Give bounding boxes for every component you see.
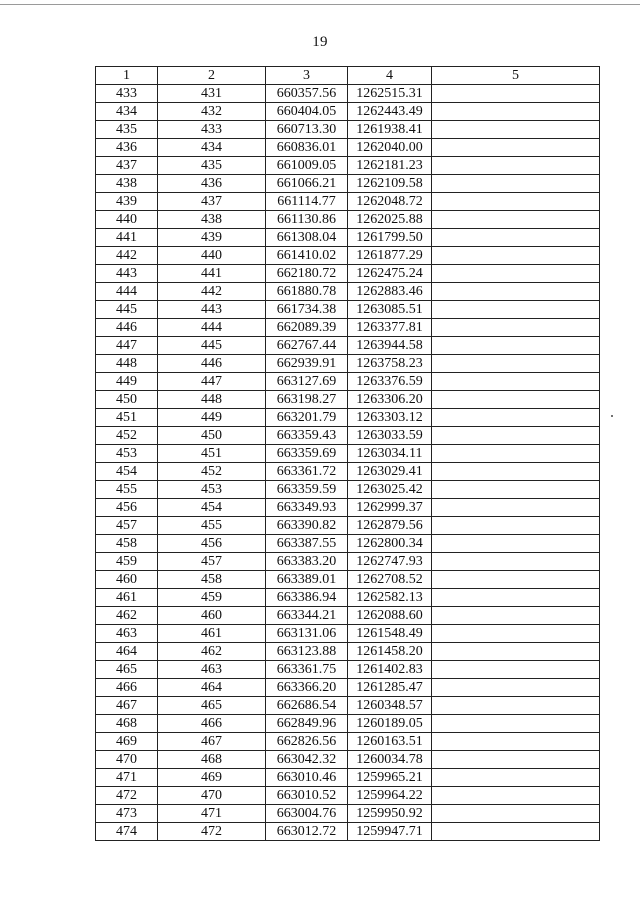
point-number-cell: 433 [96,85,158,103]
point-number-cell: 457 [96,517,158,535]
point-number-cell: 434 [96,103,158,121]
reference-number-cell: 456 [158,535,266,553]
point-number-cell: 441 [96,229,158,247]
table-header-row [96,67,600,85]
reference-number-cell: 439 [158,229,266,247]
x-coordinate-cell: 663383.20 [266,553,348,571]
point-number-cell: 474 [96,823,158,841]
point-number-cell: 470 [96,751,158,769]
x-coordinate-cell: 663012.72 [266,823,348,841]
table-row [96,409,600,427]
x-coordinate-cell: 663390.82 [266,517,348,535]
note-cell [432,769,600,787]
x-coordinate-cell: 663010.52 [266,787,348,805]
point-number-cell: 449 [96,373,158,391]
point-number-cell: 459 [96,553,158,571]
point-number-cell: 461 [96,589,158,607]
note-cell [432,589,600,607]
note-cell [432,319,600,337]
coordinates-table [95,66,600,841]
point-number-cell: 455 [96,481,158,499]
reference-number-cell: 463 [158,661,266,679]
column-header: 2 [158,67,266,85]
reference-number-cell: 455 [158,517,266,535]
y-coordinate-cell: 1262040.00 [348,139,432,157]
y-coordinate-cell: 1262025.88 [348,211,432,229]
reference-number-cell: 460 [158,607,266,625]
reference-number-cell: 441 [158,265,266,283]
point-number-cell: 454 [96,463,158,481]
column-header: 3 [266,67,348,85]
x-coordinate-cell: 661009.05 [266,157,348,175]
y-coordinate-cell: 1261799.50 [348,229,432,247]
x-coordinate-cell: 663042.32 [266,751,348,769]
table-row [96,589,600,607]
reference-number-cell: 451 [158,445,266,463]
x-coordinate-cell: 663131.06 [266,625,348,643]
table-row [96,571,600,589]
y-coordinate-cell: 1263033.59 [348,427,432,445]
point-number-cell: 462 [96,607,158,625]
reference-number-cell: 457 [158,553,266,571]
reference-number-cell: 449 [158,409,266,427]
point-number-cell: 451 [96,409,158,427]
margin-dot [611,415,613,417]
y-coordinate-cell: 1262879.56 [348,517,432,535]
table-row [96,283,600,301]
x-coordinate-cell: 663198.27 [266,391,348,409]
reference-number-cell: 446 [158,355,266,373]
reference-number-cell: 431 [158,85,266,103]
point-number-cell: 463 [96,625,158,643]
table-row [96,355,600,373]
reference-number-cell: 440 [158,247,266,265]
reference-number-cell: 453 [158,481,266,499]
x-coordinate-cell: 663010.46 [266,769,348,787]
note-cell [432,301,600,319]
point-number-cell: 437 [96,157,158,175]
table-row [96,427,600,445]
note-cell [432,373,600,391]
note-cell [432,175,600,193]
reference-number-cell: 466 [158,715,266,733]
x-coordinate-cell: 660404.05 [266,103,348,121]
note-cell [432,715,600,733]
point-number-cell: 447 [96,337,158,355]
table-row [96,85,600,103]
y-coordinate-cell: 1263303.12 [348,409,432,427]
y-coordinate-cell: 1263025.42 [348,481,432,499]
x-coordinate-cell: 661114.77 [266,193,348,211]
note-cell [432,121,600,139]
note-cell [432,805,600,823]
table-row [96,319,600,337]
y-coordinate-cell: 1262747.93 [348,553,432,571]
x-coordinate-cell: 660713.30 [266,121,348,139]
y-coordinate-cell: 1262048.72 [348,193,432,211]
table-row [96,733,600,751]
point-number-cell: 438 [96,175,158,193]
y-coordinate-cell: 1263034.11 [348,445,432,463]
table-row [96,463,600,481]
reference-number-cell: 447 [158,373,266,391]
table-row [96,175,600,193]
reference-number-cell: 465 [158,697,266,715]
point-number-cell: 464 [96,643,158,661]
x-coordinate-cell: 663389.01 [266,571,348,589]
table-row [96,769,600,787]
note-cell [432,247,600,265]
y-coordinate-cell: 1262999.37 [348,499,432,517]
reference-number-cell: 458 [158,571,266,589]
point-number-cell: 471 [96,769,158,787]
column-header: 4 [348,67,432,85]
x-coordinate-cell: 663201.79 [266,409,348,427]
x-coordinate-cell: 663361.72 [266,463,348,481]
table-row [96,643,600,661]
table-row [96,373,600,391]
table-row [96,337,600,355]
y-coordinate-cell: 1263944.58 [348,337,432,355]
table-row [96,211,600,229]
y-coordinate-cell: 1260034.78 [348,751,432,769]
x-coordinate-cell: 661410.02 [266,247,348,265]
x-coordinate-cell: 663004.76 [266,805,348,823]
note-cell [432,211,600,229]
note-cell [432,823,600,841]
y-coordinate-cell: 1261285.47 [348,679,432,697]
y-coordinate-cell: 1261458.20 [348,643,432,661]
y-coordinate-cell: 1261877.29 [348,247,432,265]
reference-number-cell: 471 [158,805,266,823]
y-coordinate-cell: 1262181.23 [348,157,432,175]
reference-number-cell: 454 [158,499,266,517]
reference-number-cell: 436 [158,175,266,193]
y-coordinate-cell: 1262800.34 [348,535,432,553]
note-cell [432,733,600,751]
reference-number-cell: 450 [158,427,266,445]
note-cell [432,787,600,805]
table-row [96,661,600,679]
reference-number-cell: 445 [158,337,266,355]
note-cell [432,103,600,121]
y-coordinate-cell: 1260348.57 [348,697,432,715]
table-row [96,301,600,319]
top-border-line [0,4,640,5]
y-coordinate-cell: 1262515.31 [348,85,432,103]
note-cell [432,643,600,661]
note-cell [432,553,600,571]
x-coordinate-cell: 661308.04 [266,229,348,247]
x-coordinate-cell: 660836.01 [266,139,348,157]
point-number-cell: 468 [96,715,158,733]
x-coordinate-cell: 662826.56 [266,733,348,751]
reference-number-cell: 459 [158,589,266,607]
reference-number-cell: 442 [158,283,266,301]
x-coordinate-cell: 663123.88 [266,643,348,661]
y-coordinate-cell: 1260189.05 [348,715,432,733]
x-coordinate-cell: 663361.75 [266,661,348,679]
table-row [96,103,600,121]
note-cell [432,139,600,157]
y-coordinate-cell: 1259964.22 [348,787,432,805]
x-coordinate-cell: 661130.86 [266,211,348,229]
y-coordinate-cell: 1260163.51 [348,733,432,751]
x-coordinate-cell: 661066.21 [266,175,348,193]
note-cell [432,409,600,427]
x-coordinate-cell: 662849.96 [266,715,348,733]
page-number: 19 [312,34,328,50]
y-coordinate-cell: 1262443.49 [348,103,432,121]
table-row [96,805,600,823]
x-coordinate-cell: 661734.38 [266,301,348,319]
reference-number-cell: 470 [158,787,266,805]
coordinates-table-container [95,66,600,841]
note-cell [432,283,600,301]
note-cell [432,751,600,769]
table-row [96,715,600,733]
x-coordinate-cell: 663127.69 [266,373,348,391]
table-row [96,445,600,463]
y-coordinate-cell: 1263377.81 [348,319,432,337]
x-coordinate-cell: 660357.56 [266,85,348,103]
point-number-cell: 452 [96,427,158,445]
table-row [96,751,600,769]
table-row [96,553,600,571]
reference-number-cell: 469 [158,769,266,787]
reference-number-cell: 468 [158,751,266,769]
y-coordinate-cell: 1263306.20 [348,391,432,409]
x-coordinate-cell: 663359.59 [266,481,348,499]
y-coordinate-cell: 1262475.24 [348,265,432,283]
reference-number-cell: 433 [158,121,266,139]
note-cell [432,499,600,517]
point-number-cell: 435 [96,121,158,139]
reference-number-cell: 443 [158,301,266,319]
note-cell [432,391,600,409]
y-coordinate-cell: 1262582.13 [348,589,432,607]
point-number-cell: 456 [96,499,158,517]
x-coordinate-cell: 662686.54 [266,697,348,715]
y-coordinate-cell: 1262109.58 [348,175,432,193]
reference-number-cell: 438 [158,211,266,229]
table-row [96,535,600,553]
note-cell [432,337,600,355]
point-number-cell: 453 [96,445,158,463]
y-coordinate-cell: 1261402.83 [348,661,432,679]
table-row [96,139,600,157]
reference-number-cell: 464 [158,679,266,697]
x-coordinate-cell: 663386.94 [266,589,348,607]
note-cell [432,445,600,463]
point-number-cell: 442 [96,247,158,265]
y-coordinate-cell: 1261938.41 [348,121,432,139]
table-row [96,247,600,265]
point-number-cell: 440 [96,211,158,229]
table-row [96,697,600,715]
note-cell [432,427,600,445]
reference-number-cell: 435 [158,157,266,175]
point-number-cell: 473 [96,805,158,823]
point-number-cell: 445 [96,301,158,319]
reference-number-cell: 462 [158,643,266,661]
x-coordinate-cell: 663366.20 [266,679,348,697]
point-number-cell: 444 [96,283,158,301]
table-row [96,607,600,625]
reference-number-cell: 448 [158,391,266,409]
x-coordinate-cell: 661880.78 [266,283,348,301]
y-coordinate-cell: 1259950.92 [348,805,432,823]
note-cell [432,661,600,679]
reference-number-cell: 467 [158,733,266,751]
reference-number-cell: 432 [158,103,266,121]
table-row [96,823,600,841]
point-number-cell: 465 [96,661,158,679]
x-coordinate-cell: 662939.91 [266,355,348,373]
note-cell [432,607,600,625]
table-row [96,517,600,535]
table-row [96,265,600,283]
note-cell [432,697,600,715]
reference-number-cell: 452 [158,463,266,481]
point-number-cell: 450 [96,391,158,409]
note-cell [432,157,600,175]
table-row [96,157,600,175]
column-header: 1 [96,67,158,85]
y-coordinate-cell: 1259947.71 [348,823,432,841]
point-number-cell: 446 [96,319,158,337]
reference-number-cell: 434 [158,139,266,157]
table-row [96,625,600,643]
y-coordinate-cell: 1259965.21 [348,769,432,787]
point-number-cell: 443 [96,265,158,283]
table-row [96,679,600,697]
table-row [96,499,600,517]
column-header: 5 [432,67,600,85]
point-number-cell: 472 [96,787,158,805]
note-cell [432,355,600,373]
point-number-cell: 436 [96,139,158,157]
point-number-cell: 469 [96,733,158,751]
point-number-cell: 439 [96,193,158,211]
note-cell [432,265,600,283]
table-row [96,787,600,805]
point-number-cell: 448 [96,355,158,373]
note-cell [432,625,600,643]
point-number-cell: 458 [96,535,158,553]
y-coordinate-cell: 1263758.23 [348,355,432,373]
table-row [96,481,600,499]
x-coordinate-cell: 662180.72 [266,265,348,283]
y-coordinate-cell: 1261548.49 [348,625,432,643]
note-cell [432,85,600,103]
x-coordinate-cell: 662767.44 [266,337,348,355]
table-row [96,391,600,409]
table-row [96,121,600,139]
x-coordinate-cell: 662089.39 [266,319,348,337]
y-coordinate-cell: 1262088.60 [348,607,432,625]
note-cell [432,481,600,499]
point-number-cell: 467 [96,697,158,715]
table-row [96,193,600,211]
note-cell [432,193,600,211]
note-cell [432,535,600,553]
reference-number-cell: 472 [158,823,266,841]
table-row [96,229,600,247]
note-cell [432,517,600,535]
y-coordinate-cell: 1263085.51 [348,301,432,319]
reference-number-cell: 444 [158,319,266,337]
note-cell [432,229,600,247]
point-number-cell: 460 [96,571,158,589]
y-coordinate-cell: 1263029.41 [348,463,432,481]
reference-number-cell: 461 [158,625,266,643]
x-coordinate-cell: 663344.21 [266,607,348,625]
reference-number-cell: 437 [158,193,266,211]
y-coordinate-cell: 1262883.46 [348,283,432,301]
x-coordinate-cell: 663349.93 [266,499,348,517]
y-coordinate-cell: 1262708.52 [348,571,432,589]
x-coordinate-cell: 663359.43 [266,427,348,445]
x-coordinate-cell: 663387.55 [266,535,348,553]
x-coordinate-cell: 663359.69 [266,445,348,463]
note-cell [432,571,600,589]
y-coordinate-cell: 1263376.59 [348,373,432,391]
point-number-cell: 466 [96,679,158,697]
note-cell [432,679,600,697]
note-cell [432,463,600,481]
